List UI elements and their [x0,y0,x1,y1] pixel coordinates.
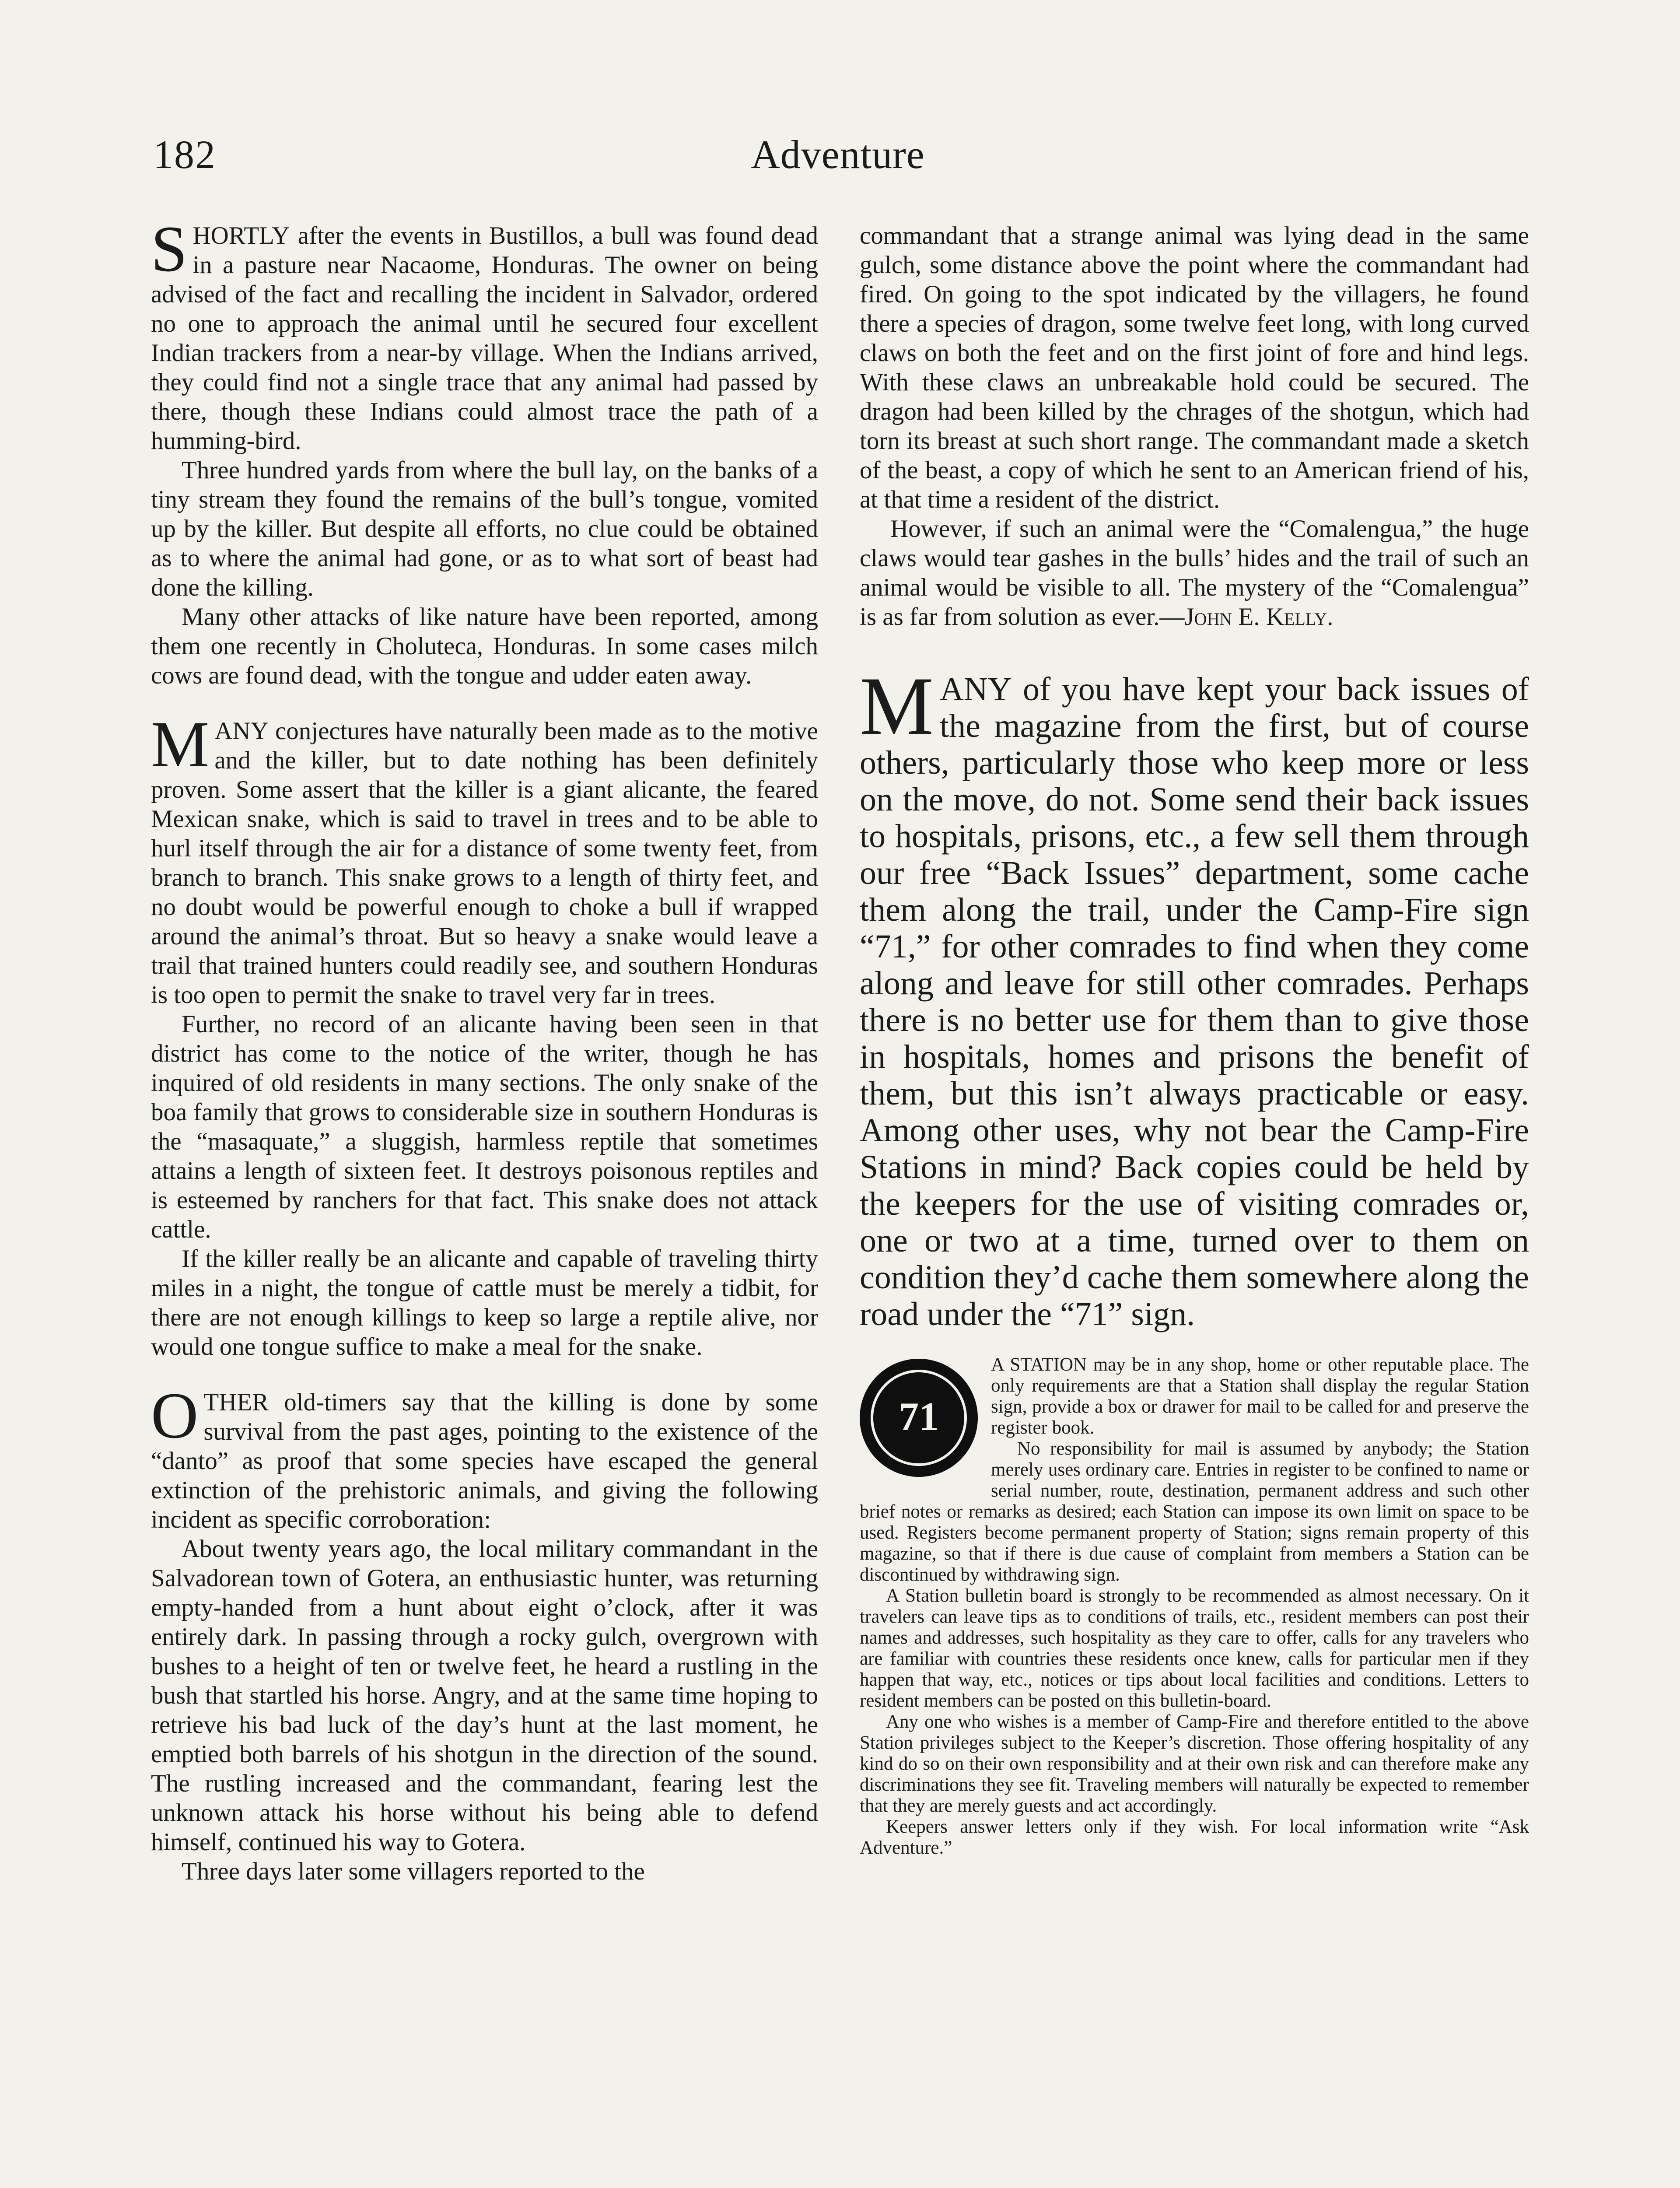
station-paragraph: A Station bulletin board is strongly to be recommended as almost necessary. On it travelers can leave tips as to conditions of trails, etc., resident members can post their names and addresses, such hospitality as they care to offer, calls for any travelers who are familiar with countries these residents once knew, calls for particular men if they happen that way, etc., notices or tips about local facilities and conditions. Letters to resident members can be posted on this bulletin-board. [860,1585,1529,1711]
drop-cap: M [151,708,210,781]
page-number: 182 [153,132,216,177]
editorial-paragraph [860,660,1529,1332]
station-paragraph: Any one who wishes is a member of Camp-Fire and therefore entitled to the above Station privileges subject to the Keeper’s discretion. Those offering hospitality of any kind do so on their own responsibility and at their own risk and can therefore make any discriminations they see fit. Traveling members will naturally be expected to remember that they are merely guests and act accordingly. [860,1711,1529,1816]
campfire-station-71-badge-icon [860,1359,978,1477]
paragraph-text: old-timers say that the killing is done by some survival from the past ages, pointing to the existence of the “danto” as proof that some species have escaped the general extinction of the prehistoric animals, and giving the following incident as specific corroboration: [151,1389,818,1533]
paragraph-text: However, if such an animal were the “Comalengua,” the huge claws would tear gashes in the bulls’ hides and the trail of such an animal would be visible to all. The mystery of the “Comalengua” is as far from solution as ever.— [860,515,1529,631]
badge-number: 71 [899,1394,939,1439]
author-signature: John E. Kelly. [1184,603,1334,631]
article-paragraph [151,1379,818,1534]
lead-word: ANY [939,671,1012,708]
article-paragraph: About twenty years ago, the local military commandant in the Salvadorean town of Gotera, an enthusiastic hunter, was returning empty-handed from a hunt about eight o’clock, after it was entirely dark. In passing through a rocky gulch, overgrown with bushes to a height of ten or twelve feet, he heard a rustling in the bush that startled his horse. Angry, and at the same time hoping to retrieve his bad luck of the day’s hunt at the last moment, he emptied both barrels of his shotgun in the direction of the sound. The rustling increased and the commandant, fearing lest the unknown attack his horse without his being able to defend himself, continued his way to Gotera. [151,1535,818,1856]
station-paragraph: A STATION may be in any shop, home or other reputable place. The only requirements are that a Station shall display the regular Station sign, provide a box or drawer for mail to be called for and preserve the register book. [991,1354,1529,1438]
paragraph-text: of you have kept your back issues of the magazine from the first, but of course others, particularly those who keep more or less on the move, do not. Some send their back issues to hospitals, prisons, etc., a few sell them through our free “Back Issues” department, some cache them along the trail, under the Camp-Fire sign “71,” for other comrades to find when they come along and leave for still other comrades. Perhaps there is no better use for them than to give those in hospitals, homes and prisons the benefit of them, but this isn’t always practicable or easy. Among other uses, why not bear the Camp-Fire Stations in mind? Back copies could be held by the keepers for the use of visiting comrades or, one or two at a time, turned over to them on condition they’d cache them somewhere along the road under the “71” sign. [860,671,1529,1332]
article-paragraph: commandant that a strange animal was lying dead in the same gulch, some distance above the point where the commandant had fired. On going to the spot indicated by the villagers, he found there a species of dragon, some twelve feet long, with long curved claws on both the feet and on the first joint of fore and hind legs. With these claws an unbreakable hold could be secured. The dragon had been killed by the chrages of the shotgun, which had torn its breast at such short range. The commandant made a sketch of the beast, a copy of which he sent to an American friend of his, at that time a resident of the district. [860,222,1529,513]
paragraph-text: after the events in Bustillos, a bull was found dead in a pasture near Nacaome, Honduras. The owner on being advised of the fact and recalling the incident in Salvador, ordered no one to approach the animal until he secured four excellent Indian trackers from a near-by village. When the Indians arrived, they could find not a single trace that any animal had passed by there, though these Indians could almost trace the path of a humming-bird. [151,222,818,455]
article-paragraph [860,514,1529,631]
lead-word: THER [203,1389,269,1416]
running-title: Adventure [751,132,925,177]
lead-word: ANY [214,717,269,745]
article-paragraph [151,708,818,1010]
article-paragraph: Further, no record of an alicante having been seen in that district has come to the notice of the writer, though he has inquired of old residents in many sections. The only snake of the boa family that grows to considerable size in southern Honduras is the “masaquate,” a sluggish, harmless reptile that sometimes attains a length of sixteen feet. It destroys poisonous reptiles and is esteemed by ranchers for that fact. This snake does not attack cattle. [151,1010,818,1243]
right-column [860,221,1529,1858]
page-header [153,131,1522,188]
article-paragraph [151,213,818,456]
drop-cap: O [151,1379,199,1452]
article-paragraph: Many other attacks of like nature have been reported, among them one recently in Choluteca, Honduras. In some cases milch cows are found dead, with the tongue and udder eaten away. [151,603,818,689]
left-column [151,213,818,1886]
lead-word: HORTLY [192,222,290,249]
station-paragraph: Keepers answer letters only if they wish. For local information write “Ask Adventure.” [860,1816,1529,1858]
drop-cap: S [151,213,188,285]
article-paragraph: Three hundred yards from where the bull lay, on the banks of a tiny stream they found the remains of the bull’s tongue, vomited up by the killer. But despite all efforts, no clue could be obtained as to where the animal had gone, or as to what sort of beast had done the killing. [151,456,818,601]
article-paragraph: Three days later some villagers reported to the [182,1858,645,1885]
article-paragraph: If the killer really be an alicante and capable of traveling thirty miles in a night, the tongue of cattle must be merely a tidbit, for there are not enough killings to keep so large a reptile alive, nor would one tongue suffice to make a meal for the snake. [151,1245,818,1360]
station-notice [860,1354,1529,1858]
drop-cap: M [860,660,934,752]
paragraph-text: conjectures have naturally been made as to the motive and the killer, but to date nothing has been definitely proven. Some assert that the killer is a giant alicante, the feared Mexican snake, which is said to travel in trees and to be able to hurl itself through the air for a distance of some twenty feet, from branch to branch. This snake grows to a length of thirty feet, and no doubt would be powerful enough to choke a bull if wrapped around the animal’s throat. But so heavy a snake would leave a trail that trained hunters could readily see, and southern Honduras is too open to permit the snake to travel very far in trees. [151,717,818,1009]
station-paragraph: No responsibility for mail is assumed by anybody; the Station merely uses ordinary care. Entries in register to be confined to name or serial number, route, destination, permanent address and such other brief notes or remarks as desired; each Station can impose its own limit on space to be used. Registers become permanent property of Station; signs remain property of this magazine, so that if there is due cause of complaint from members a Station can be discontinued by withdrawing sign. [860,1438,1529,1585]
